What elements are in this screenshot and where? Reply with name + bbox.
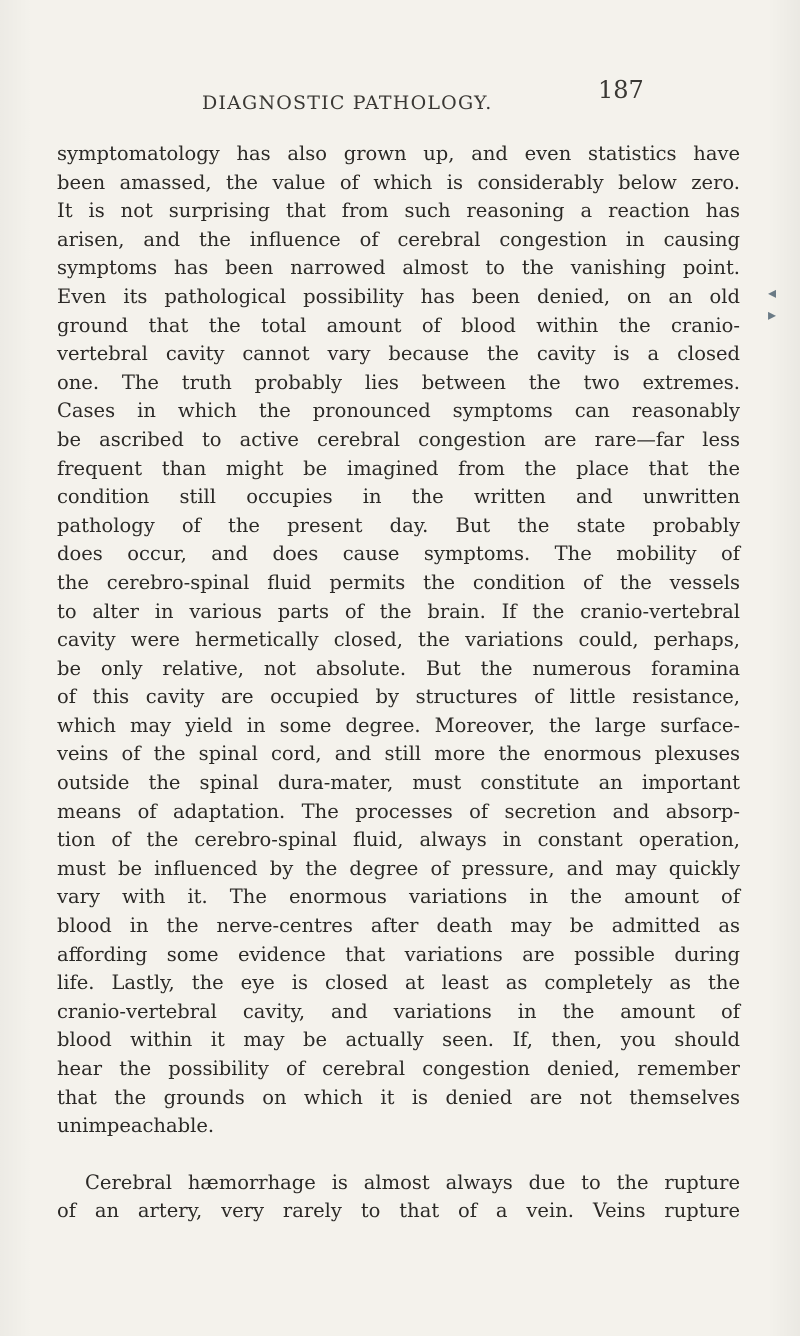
text-line: outside the spinal dura-mater, must constitute an important xyxy=(57,771,740,795)
paragraph-2 xyxy=(57,1169,740,1226)
text-line: affording some evidence that variations are possible during xyxy=(57,942,740,966)
text-line: condition still occupies in the written and unwritten xyxy=(57,485,740,509)
text-line: been amassed, the value of which is considerably below zero. xyxy=(57,170,740,194)
text-line: must be influenced by the degree of pressure, and may quickly xyxy=(57,856,740,880)
text-line: veins of the spinal cord, and still more the enormous plexuses xyxy=(57,742,740,766)
text-line: hear the possibility of cerebral congestion denied, remember xyxy=(57,1057,740,1080)
text-line: ground that the total amount of blood within the cranio- xyxy=(57,313,740,337)
text-line: means of adaptation. The processes of secretion and absorp- xyxy=(57,799,740,823)
text-line: Cases in which the pronounced symptoms can reasonably xyxy=(57,399,740,423)
text-line: blood in the nerve-centres after death may be admitted as xyxy=(57,914,740,938)
text-line: to alter in various parts of the brain. If the cranio-vertebral xyxy=(57,599,740,623)
text-line: the cerebro-spinal fluid permits the condition of the vessels xyxy=(57,570,740,594)
text-line: blood within it may be actually seen. If, then, you should xyxy=(57,1028,740,1052)
text-line: symptoms has been narrowed almost to the vanishing point. xyxy=(57,256,740,280)
text-line: be ascribed to active cerebral congestion are rare—far less xyxy=(57,427,740,451)
text-line: life. Lastly, the eye is closed at least as completely as the xyxy=(57,971,740,995)
text-line: one. The truth probably lies between the two extremes. xyxy=(57,370,740,394)
text-line: arisen, and the influence of cerebral congestion in causing xyxy=(57,227,740,251)
text-line: vertebral cavity cannot vary because the cavity is a closed xyxy=(57,342,740,366)
text-line: Cerebral hæmorrhage is almost always due to the rupture xyxy=(85,1170,740,1194)
body-text xyxy=(57,140,740,1226)
text-line: symptomatology has also grown up, and even statistics have xyxy=(57,142,740,165)
text-line: be only relative, not absolute. But the numerous foramina xyxy=(57,656,740,680)
text-line: It is not surprising that from such reasoning a reaction has xyxy=(57,199,740,223)
page-number: 187 xyxy=(598,76,644,104)
text-line: pathology of the present day. But the state probably xyxy=(57,513,740,537)
text-line: Even its pathological possibility has been denied, on an old xyxy=(57,284,740,308)
text-line: cavity were hermetically closed, the variations could, perhaps, xyxy=(57,628,740,652)
text-line: that the grounds on which it is denied are not themselves xyxy=(57,1085,740,1109)
text-line: of an artery, very rarely to that of a vein. Veins rupture xyxy=(57,1199,740,1223)
text-line: cranio-vertebral cavity, and variations in the amount of xyxy=(57,999,740,1023)
text-line: of this cavity are occupied by structures of little resistance, xyxy=(57,685,740,709)
margin-mark-icon: ▸ xyxy=(768,305,777,324)
margin-mark-icon: ◂ xyxy=(768,283,777,302)
running-head: DIAGNOSTIC PATHOLOGY. xyxy=(202,92,493,114)
text-line: unimpeachable. xyxy=(57,1114,215,1138)
text-line: tion of the cerebro-spinal fluid, always in constant operation, xyxy=(57,828,740,852)
text-line: vary with it. The enormous variations in the amount of xyxy=(57,885,740,909)
paragraph-1 xyxy=(57,140,740,1141)
text-line: which may yield in some degree. Moreover, the large surface- xyxy=(57,713,740,737)
text-line: frequent than might be imagined from the place that the xyxy=(57,456,740,480)
text-line: does occur, and does cause symptoms. The mobility of xyxy=(57,542,740,566)
paragraph-gap xyxy=(57,1141,740,1169)
